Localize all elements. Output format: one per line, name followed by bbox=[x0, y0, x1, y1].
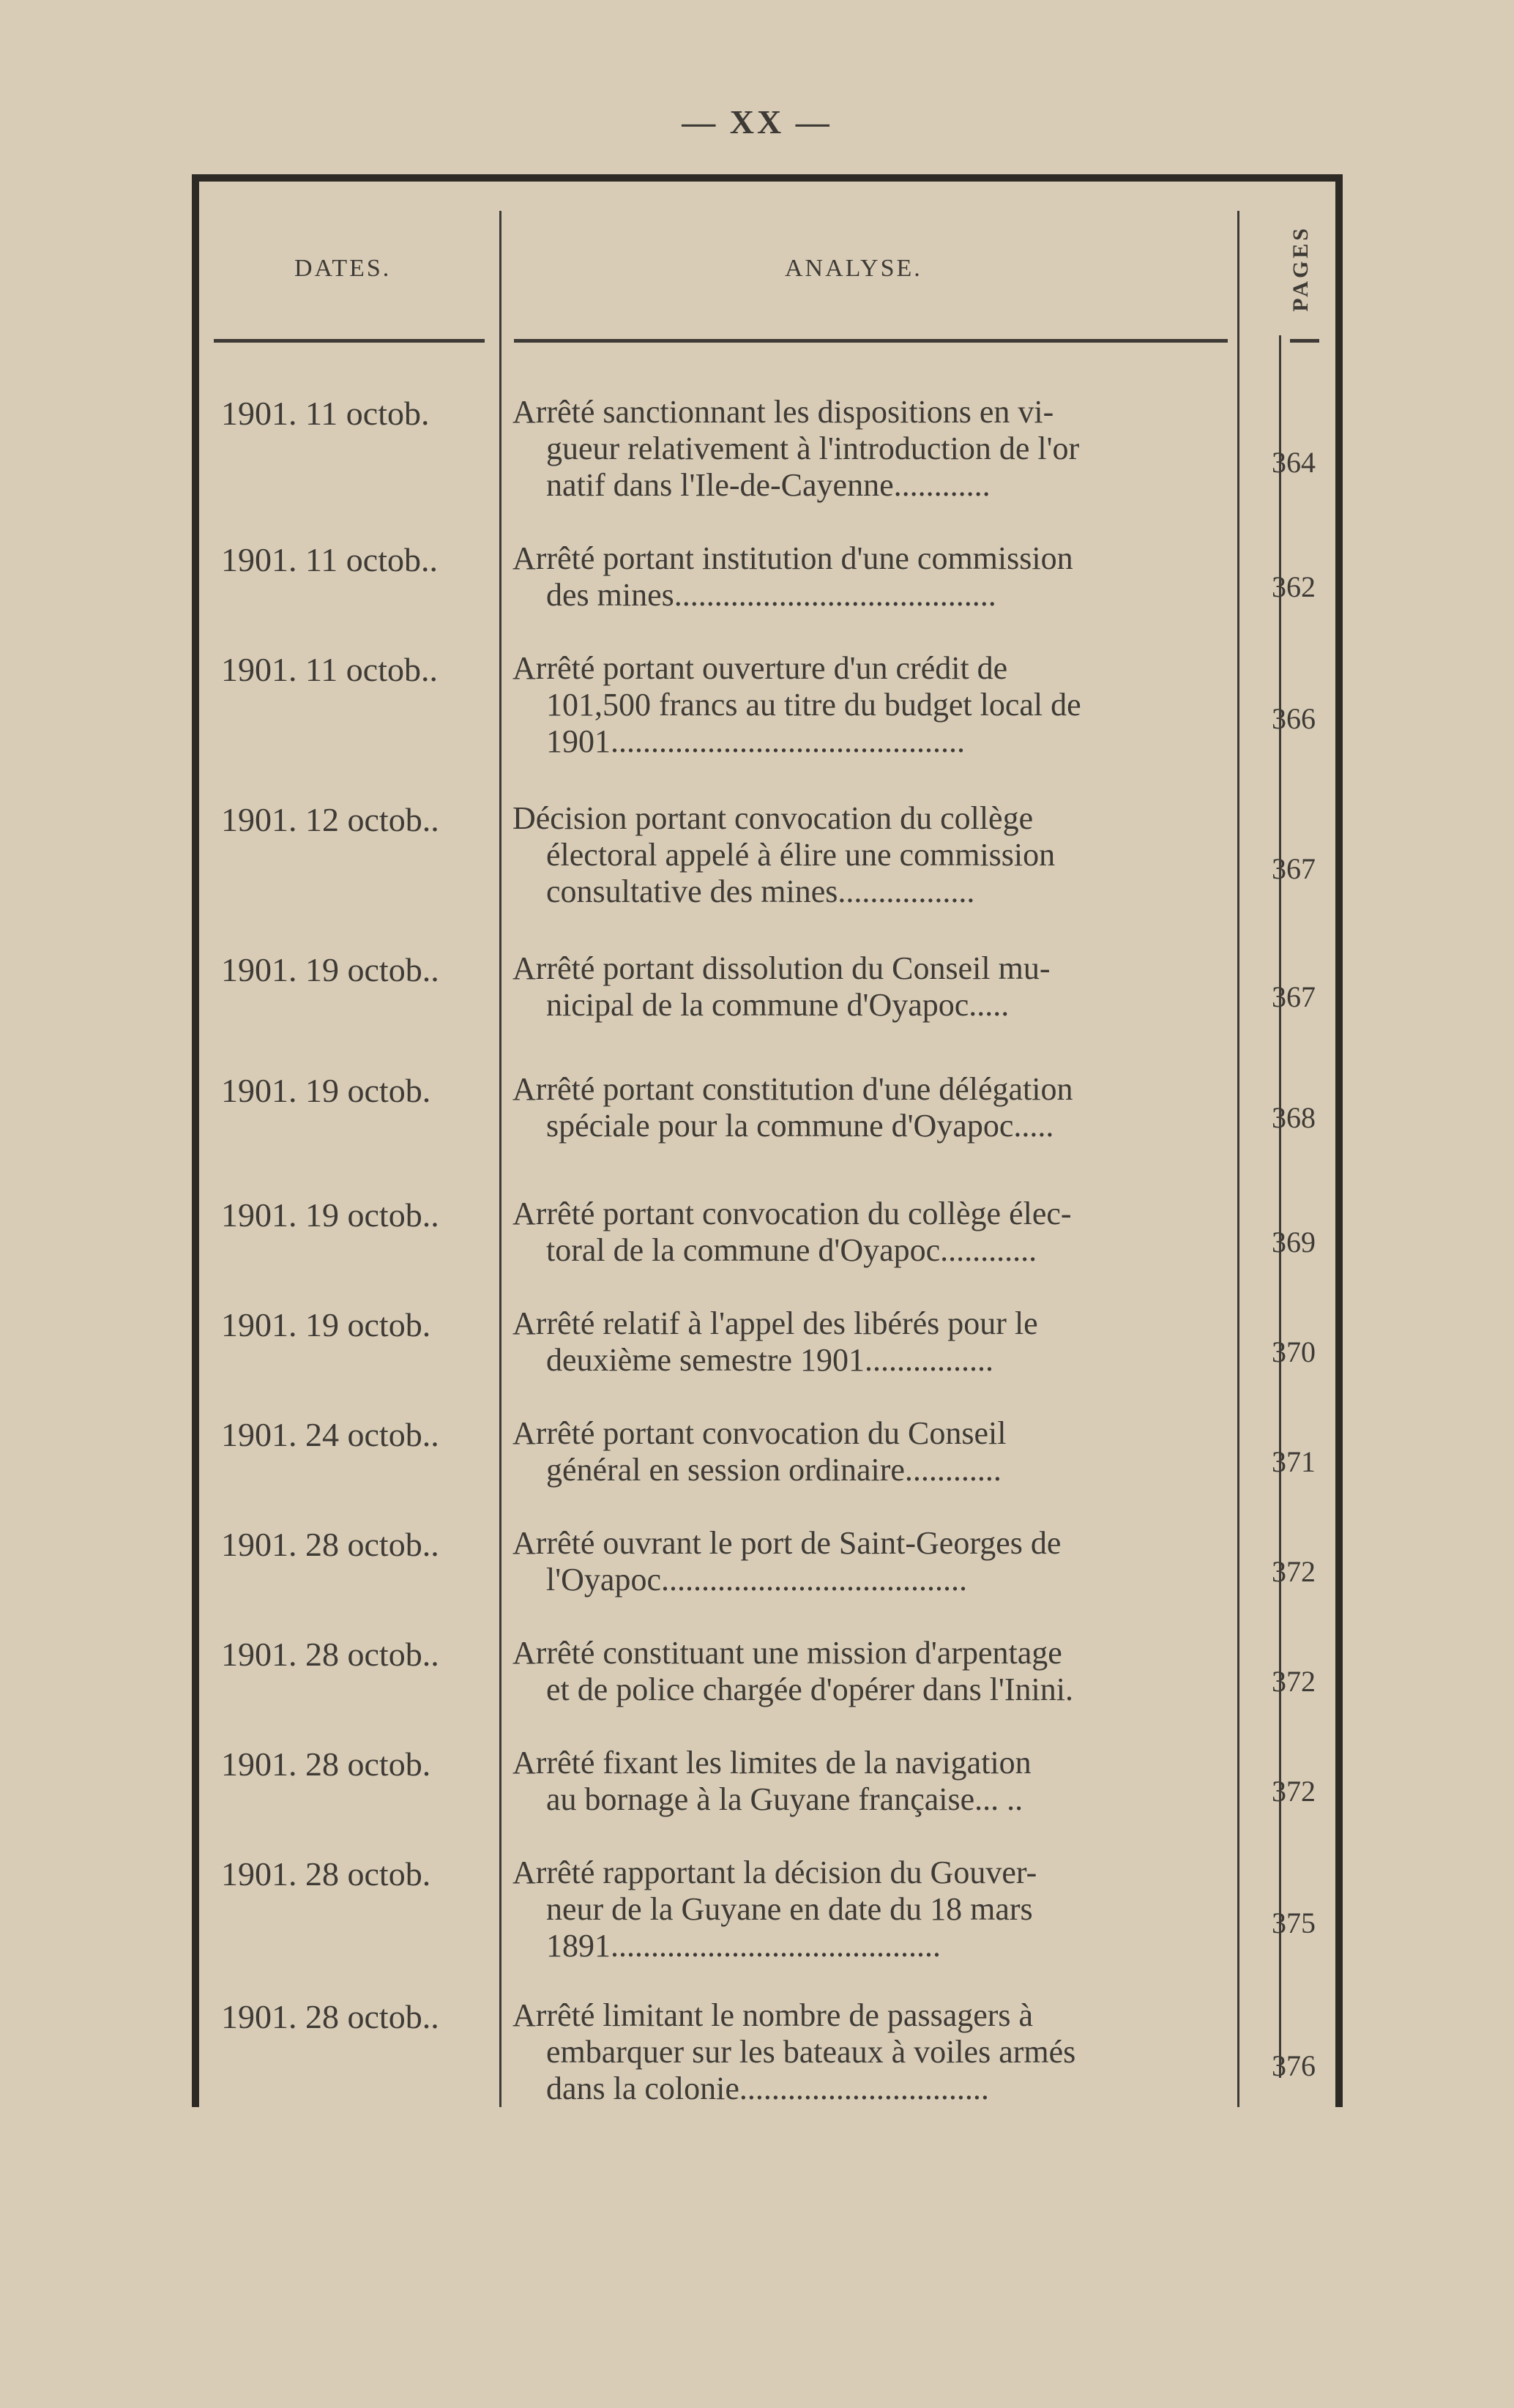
entry-date: 1901. 28 octob.. bbox=[221, 1526, 439, 1563]
entry-analysis bbox=[512, 800, 1237, 910]
entry-analysis bbox=[512, 650, 1237, 760]
analysis-line: Arrêté ouvrant le port de Saint-Georges de bbox=[512, 1525, 1062, 1561]
entry-analysis bbox=[512, 394, 1237, 504]
entry-analysis bbox=[512, 1196, 1237, 1269]
entry-date: 1901. 19 octob.. bbox=[221, 951, 439, 988]
entry-page-number: 367 bbox=[1272, 852, 1316, 885]
entry-date: 1901. 28 octob.. bbox=[221, 1998, 439, 2035]
entry-analysis bbox=[512, 950, 1237, 1024]
entry-date: 1901. 12 octob.. bbox=[221, 801, 439, 838]
analysis-line: neur de la Guyane en date du 18 mars bbox=[546, 1891, 1033, 1927]
analysis-line: des mines........................................ bbox=[546, 577, 996, 613]
table-of-contents bbox=[192, 174, 1343, 2107]
entry-page-number: 372 bbox=[1272, 1555, 1316, 1588]
entry-analysis bbox=[512, 1745, 1237, 1818]
entry-page-number: 364 bbox=[1272, 446, 1316, 479]
entry-analysis bbox=[512, 1525, 1237, 1598]
entry-date: 1901. 11 octob.. bbox=[221, 541, 438, 578]
analysis-line: embarquer sur les bateaux à voiles armés bbox=[546, 2034, 1076, 2070]
page-number: — XX — bbox=[682, 103, 832, 141]
analysis-line: général en session ordinaire............ bbox=[546, 1452, 1002, 1488]
analysis-line: Arrêté rapportant la décision du Gouver- bbox=[512, 1855, 1037, 1890]
column-divider bbox=[1237, 211, 1239, 2107]
analysis-line: Arrêté sanctionnant les dispositions en vi- bbox=[512, 394, 1054, 430]
analysis-line: 101,500 francs au titre du budget local de bbox=[546, 687, 1081, 723]
entry-page-number: 372 bbox=[1272, 1775, 1316, 1808]
header-rule bbox=[514, 339, 1228, 343]
entry-page-number: 366 bbox=[1272, 702, 1316, 735]
column-divider bbox=[499, 211, 501, 2107]
analysis-line: électoral appelé à élire une commission bbox=[546, 837, 1056, 873]
analysis-line: Arrêté portant convocation du collège élec- bbox=[512, 1196, 1072, 1231]
analysis-line: deuxième semestre 1901................ bbox=[546, 1342, 993, 1378]
column-header-dates: DATES. bbox=[294, 255, 392, 282]
analysis-line: au bornage à la Guyane française... .. bbox=[546, 1781, 1023, 1817]
analysis-line: Arrêté portant ouverture d'un crédit de bbox=[512, 650, 1008, 686]
analysis-line: nicipal de la commune d'Oyapoc..... bbox=[546, 987, 1010, 1023]
entry-date: 1901. 24 octob.. bbox=[221, 1416, 439, 1453]
analysis-line: l'Oyapoc...................................... bbox=[546, 1562, 967, 1598]
analysis-line: Arrêté fixant les limites de la navigation bbox=[512, 1745, 1032, 1781]
header-rule bbox=[214, 339, 485, 343]
entry-page-number: 367 bbox=[1272, 980, 1316, 1013]
entry-page-number: 369 bbox=[1272, 1226, 1316, 1259]
entry-analysis bbox=[512, 1071, 1237, 1144]
entry-page-number: 368 bbox=[1272, 1101, 1316, 1134]
entry-page-number: 371 bbox=[1272, 1445, 1316, 1478]
analysis-line: Arrêté constituant une mission d'arpentage bbox=[512, 1635, 1062, 1671]
entry-date: 1901. 28 octob. bbox=[221, 1745, 431, 1783]
entry-date: 1901. 11 octob. bbox=[221, 395, 430, 432]
entry-date: 1901. 28 octob.. bbox=[221, 1636, 439, 1673]
column-header-pages: PAGES bbox=[1289, 225, 1313, 312]
entry-page-number: 372 bbox=[1272, 1665, 1316, 1698]
analysis-line: Arrêté portant constitution d'une délégation bbox=[512, 1071, 1073, 1107]
header-rule bbox=[1290, 339, 1319, 343]
entry-analysis bbox=[512, 1635, 1237, 1708]
analysis-line: Décision portant convocation du collège bbox=[512, 800, 1034, 836]
analysis-line: Arrêté relatif à l'appel des libérés pour le bbox=[512, 1305, 1038, 1341]
analysis-line: 1891......................................... bbox=[546, 1928, 941, 1964]
analysis-line: 1901............................................ bbox=[546, 723, 965, 759]
entry-date: 1901. 28 octob. bbox=[221, 1855, 431, 1893]
entry-page-number: 376 bbox=[1272, 2049, 1316, 2082]
entry-analysis bbox=[512, 540, 1237, 614]
analysis-line: Arrêté portant convocation du Conseil bbox=[512, 1415, 1007, 1451]
column-header-analyse: ANALYSE. bbox=[785, 255, 922, 282]
entry-analysis bbox=[512, 1855, 1237, 1964]
entry-date: 1901. 19 octob.. bbox=[221, 1196, 439, 1234]
entry-date: 1901. 19 octob. bbox=[221, 1072, 431, 1109]
entry-analysis bbox=[512, 1305, 1237, 1379]
analysis-line: et de police chargée d'opérer dans l'Inini. bbox=[546, 1671, 1073, 1707]
analysis-line: spéciale pour la commune d'Oyapoc..... bbox=[546, 1108, 1054, 1144]
entry-page-number: 370 bbox=[1272, 1335, 1316, 1368]
analysis-line: consultative des mines................. bbox=[546, 873, 975, 909]
analysis-line: dans la colonie............................... bbox=[546, 2070, 989, 2106]
analysis-line: Arrêté portant institution d'une commission bbox=[512, 540, 1073, 576]
analysis-line: toral de la commune d'Oyapoc............ bbox=[546, 1232, 1037, 1268]
entry-page-number: 362 bbox=[1272, 570, 1316, 603]
entry-date: 1901. 11 octob.. bbox=[221, 651, 438, 688]
entry-analysis bbox=[512, 1997, 1237, 2107]
analysis-line: gueur relativement à l'introduction de l'or bbox=[546, 430, 1080, 466]
analysis-line: Arrêté limitant le nombre de passagers à bbox=[512, 1997, 1034, 2033]
analysis-line: Arrêté portant dissolution du Conseil mu- bbox=[512, 950, 1051, 986]
analysis-line: natif dans l'Ile-de-Cayenne............ bbox=[546, 467, 991, 503]
entry-date: 1901. 19 octob. bbox=[221, 1306, 431, 1343]
entry-page-number: 375 bbox=[1272, 1906, 1316, 1939]
entry-analysis bbox=[512, 1415, 1237, 1488]
